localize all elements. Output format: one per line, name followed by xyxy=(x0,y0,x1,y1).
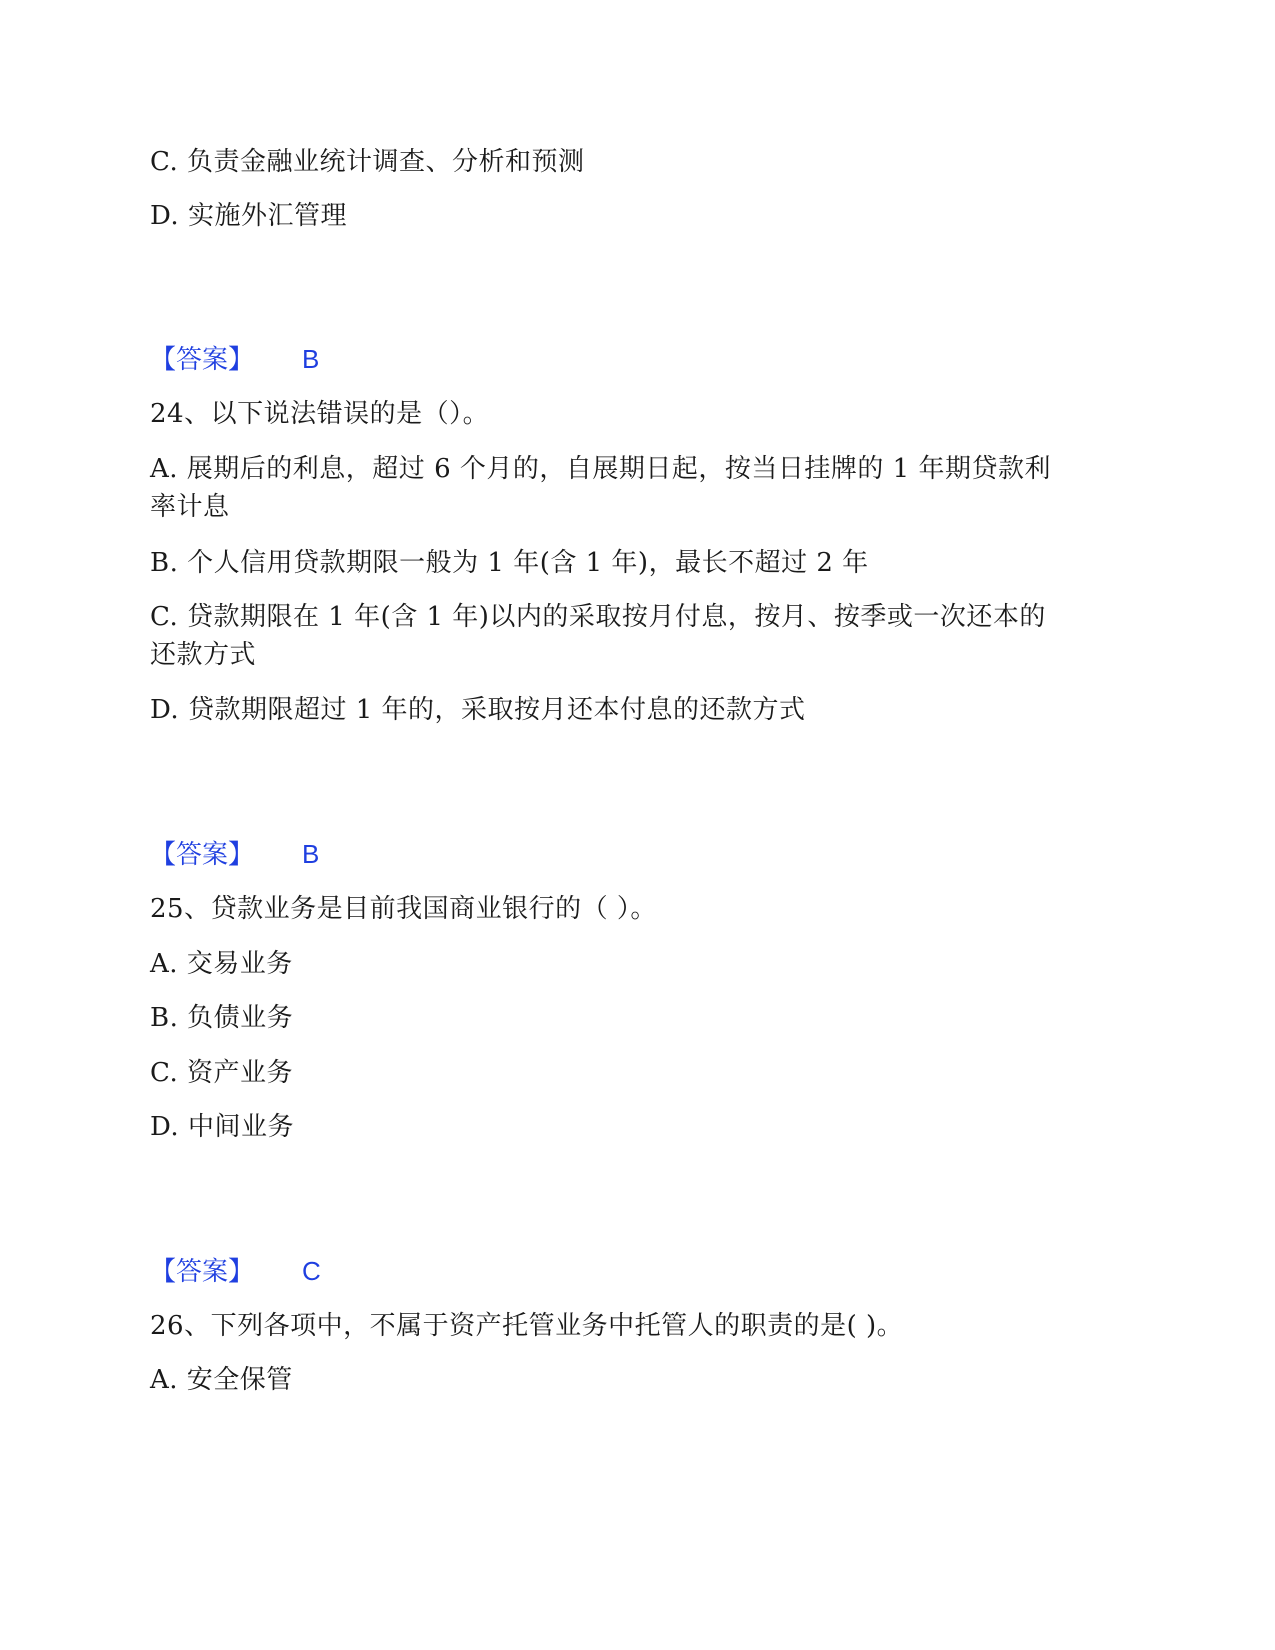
q25-option-c: C. 资产业务 xyxy=(150,1058,293,1088)
answer-value: C xyxy=(302,1256,321,1286)
q24-option-a-line1: A. 展期后的利息，超过 6 个月的，自展期日起，按当日挂牌的 1 年期贷款利 xyxy=(150,454,1051,484)
q26-option-a: A. 安全保管 xyxy=(150,1365,293,1395)
q24-option-c-line2: 还款方式 xyxy=(150,640,257,670)
q24-answer xyxy=(150,834,319,875)
answer-value: B xyxy=(302,839,320,869)
answer-label: 【答案】 xyxy=(150,1257,255,1287)
q24-option-d: D. 贷款期限超过 1 年的，采取按月还本付息的还款方式 xyxy=(150,695,806,725)
q24-option-b: B. 个人信用贷款期限一般为 1 年(含 1 年)，最长不超过 2 年 xyxy=(150,548,869,578)
answer-value: B xyxy=(302,344,320,374)
q25-answer xyxy=(150,1251,321,1292)
q26-question: 26、下列各项中，不属于资产托管业务中托管人的职责的是( )。 xyxy=(150,1311,904,1341)
q24-option-c-line1: C. 贷款期限在 1 年(含 1 年)以内的采取按月付息，按月、按季或一次还本的 xyxy=(150,602,1046,632)
q25-question: 25、贷款业务是目前我国商业银行的（ ）。 xyxy=(150,894,657,924)
q25-option-b: B. 负债业务 xyxy=(150,1003,294,1033)
q25-option-a: A. 交易业务 xyxy=(150,949,293,979)
q25-option-d: D. 中间业务 xyxy=(150,1112,294,1142)
q23-option-d: D. 实施外汇管理 xyxy=(150,201,347,231)
q23-answer xyxy=(150,339,319,380)
q23-option-c: C. 负责金融业统计调查、分析和预测 xyxy=(150,147,585,177)
q24-question: 24、以下说法错误的是（）。 xyxy=(150,399,490,429)
q24-option-a-line2: 率计息 xyxy=(150,492,230,522)
answer-label: 【答案】 xyxy=(150,345,255,375)
answer-label: 【答案】 xyxy=(150,840,255,870)
